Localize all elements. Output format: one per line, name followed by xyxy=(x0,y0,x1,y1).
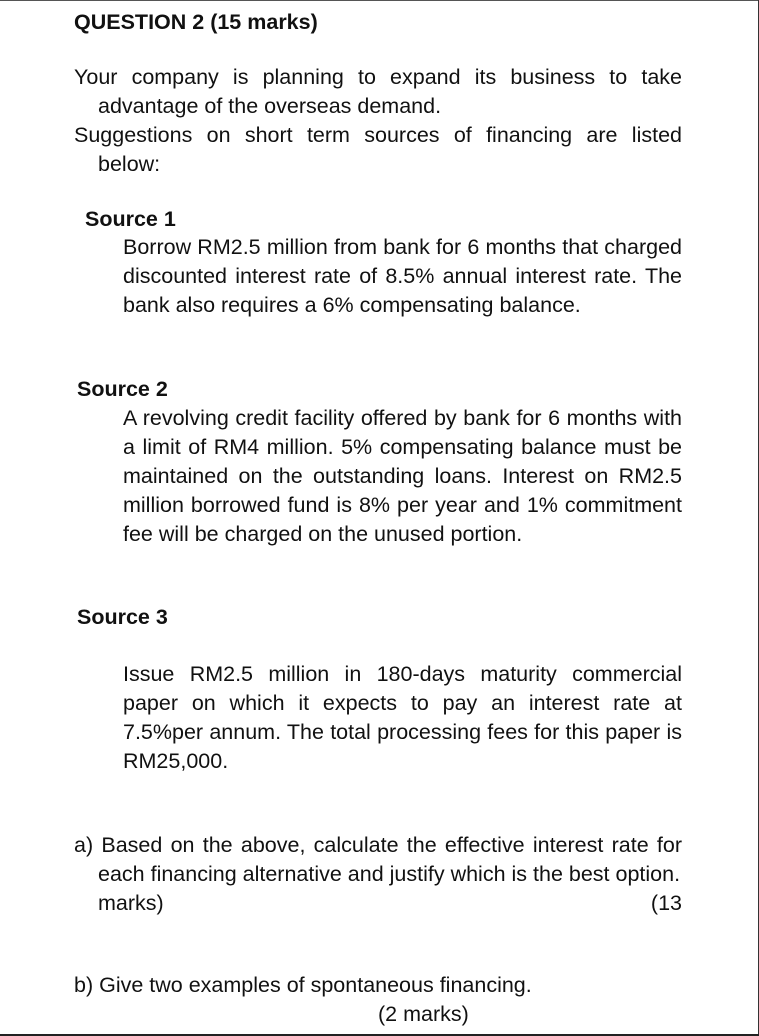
intro-paragraph-2: Suggestions on short term sources of financing are listed below: xyxy=(74,123,682,176)
intro-paragraph-1: Your company is planning to expand its business to take advantage of the overseas demand. xyxy=(74,65,682,118)
source-1-body: Borrow RM2.5 million from bank for 6 months that charged discounted interest rate of 8.5% annual interest rate. The bank also requires a 6% compensating balance. xyxy=(123,235,682,317)
question-title: QUESTION 2 (15 marks) xyxy=(74,10,318,34)
part-b-text: b) Give two examples of spontaneous financing. xyxy=(74,973,532,997)
part-a-text: a) Based on the above, calculate the effective interest rate for each financing alternative and justify which is the best option. xyxy=(74,833,682,886)
source-2-heading: Source 2 xyxy=(77,377,168,401)
part-a-marks-close: marks) xyxy=(98,891,164,915)
top-border xyxy=(0,0,759,1)
part-a-marks: (13 xyxy=(650,891,682,915)
source-3-heading: Source 3 xyxy=(77,605,168,629)
source-2-body: A revolving credit facility offered by bank for 6 months with a limit of RM4 million. 5% compensating balance must be maintained on the outstanding loans. Interest on RM2.5 million borrowed fund is 8% per year and 1% commitment fee will be charged on the unused portion. xyxy=(123,406,682,546)
source-3-body: Issue RM2.5 million in 180-days maturity commercial paper on which it expects to pay an interest rate at 7.5%per annum. The total processing fees for this paper is RM25,000. xyxy=(123,662,682,773)
source-1-heading: Source 1 xyxy=(85,207,176,231)
question-part-a xyxy=(74,831,682,918)
part-b-marks: (2 marks) xyxy=(378,1002,469,1026)
intro-section xyxy=(74,63,682,179)
